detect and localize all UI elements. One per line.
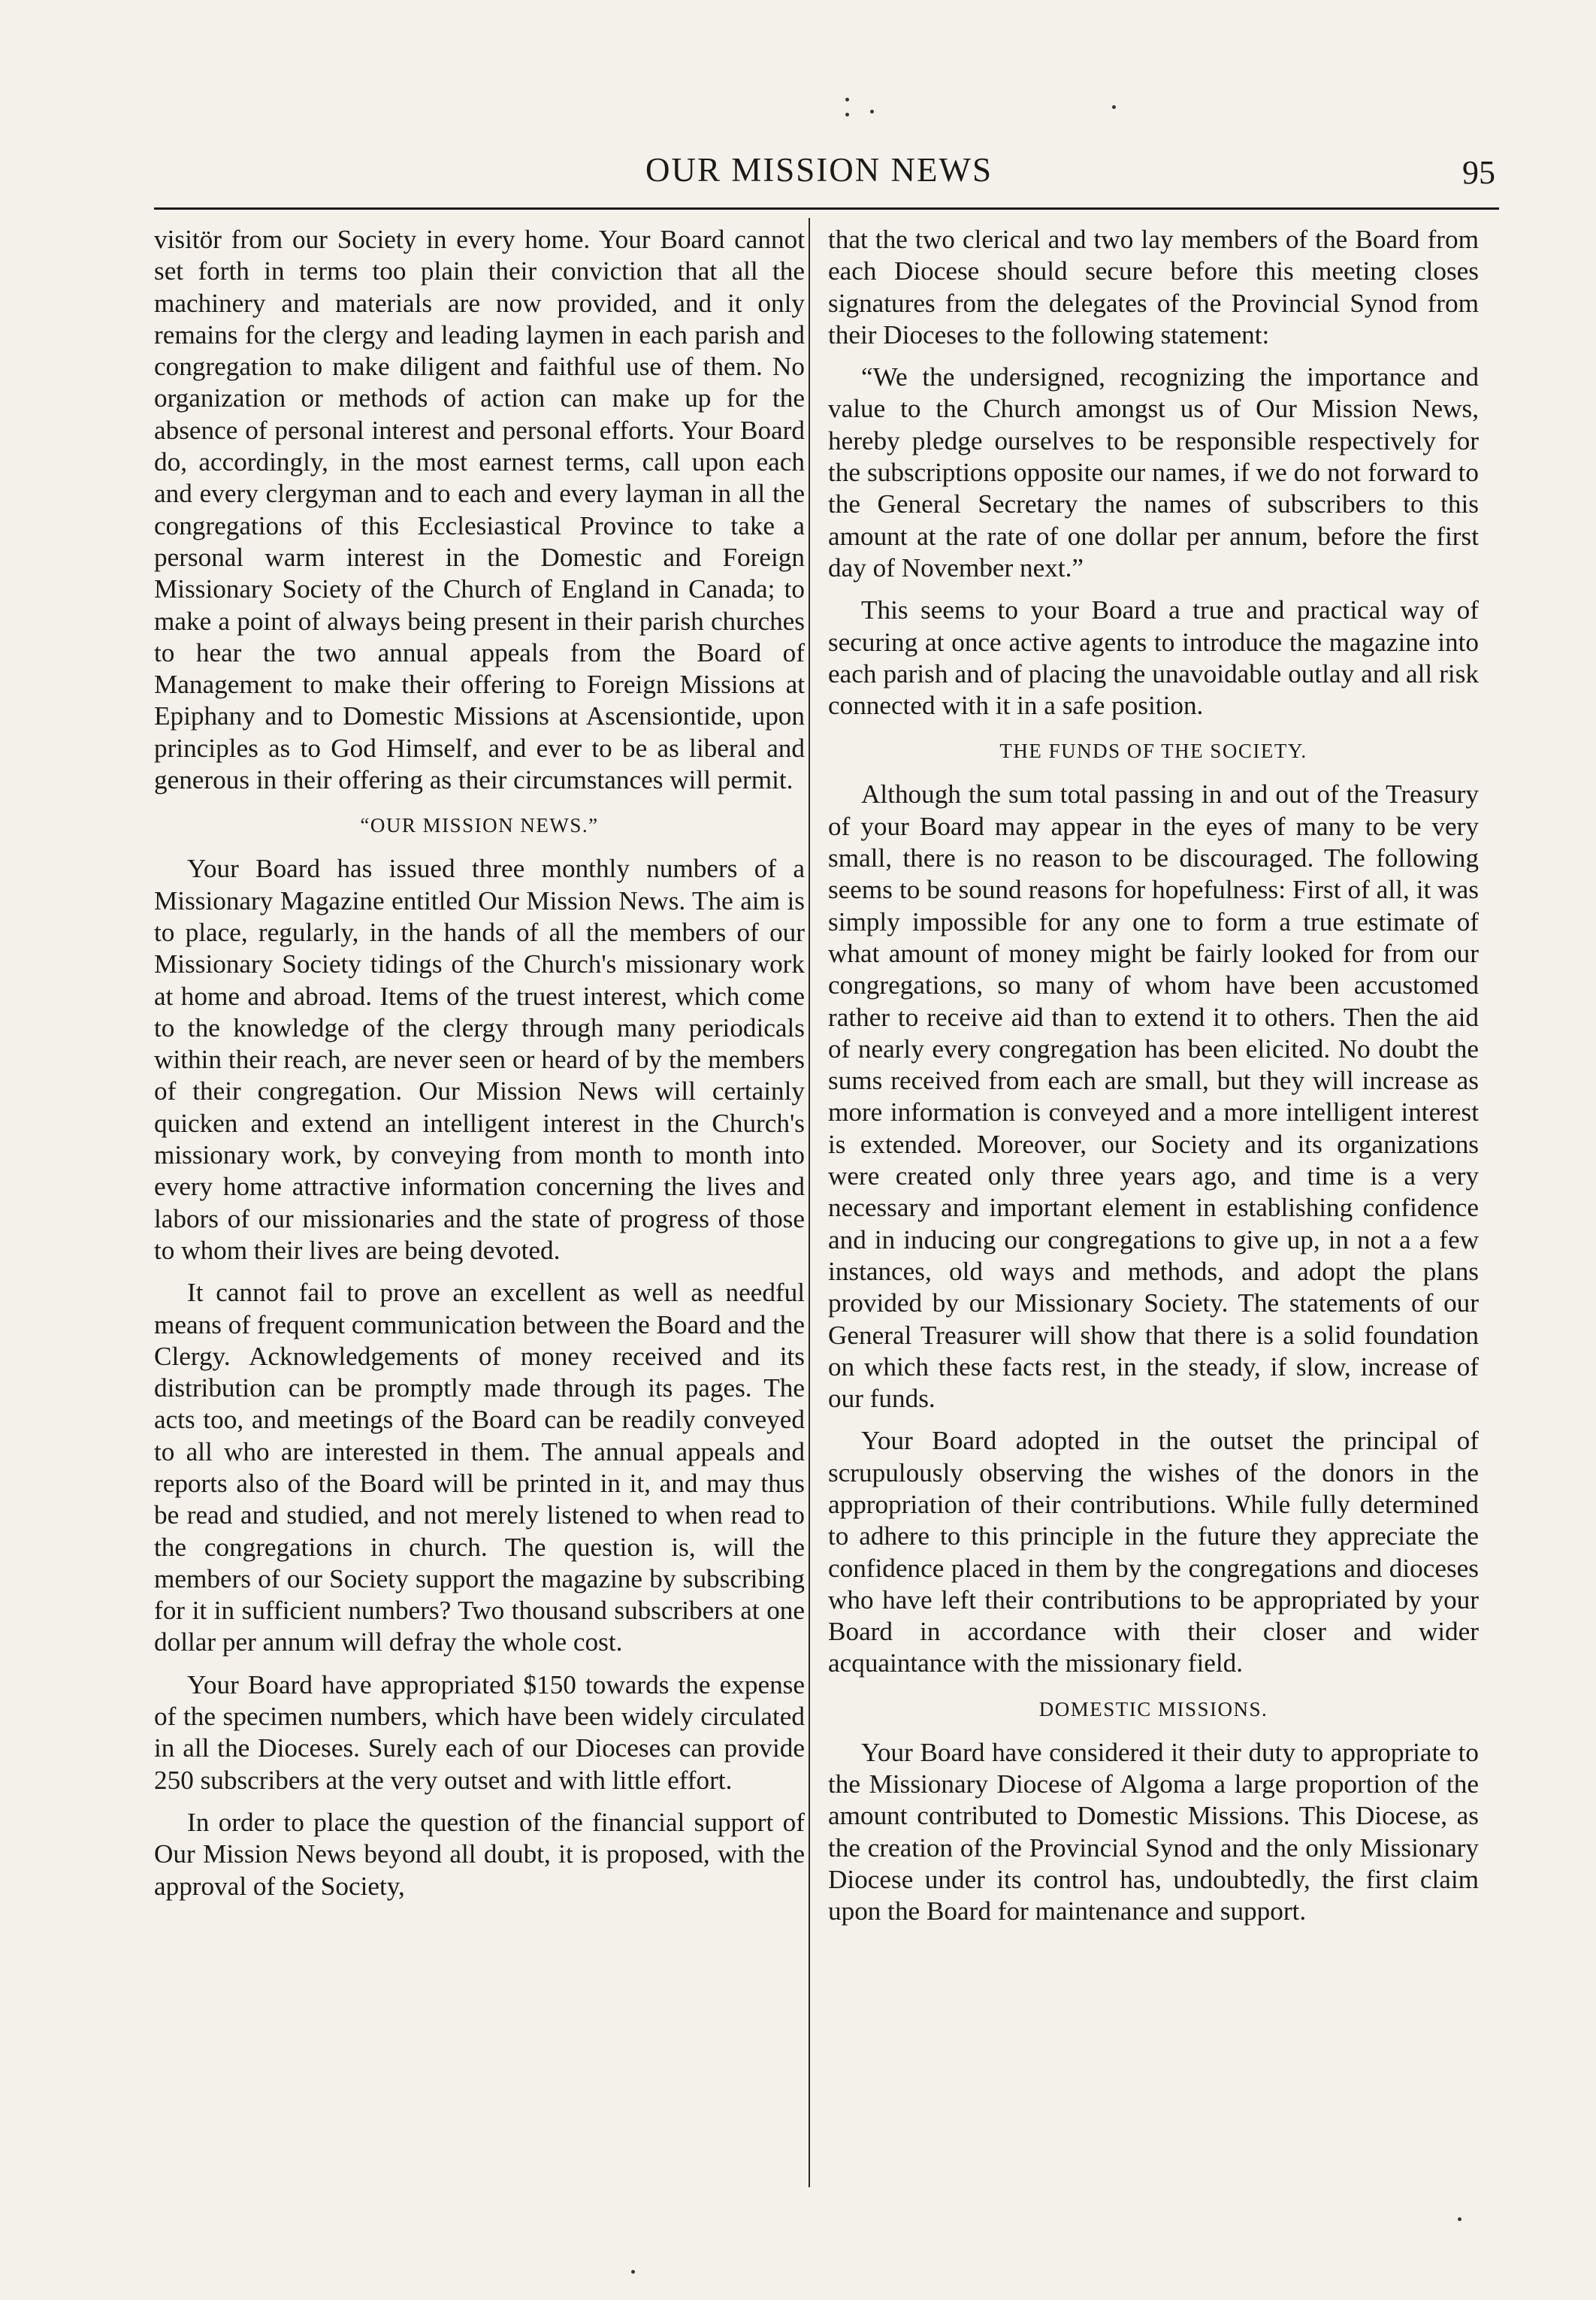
column-divider — [809, 218, 810, 2187]
page-number: 95 — [1462, 154, 1495, 191]
page-header — [143, 150, 1495, 203]
scan-speck — [845, 113, 849, 117]
scan-speck — [1458, 2217, 1461, 2221]
header-rule — [154, 207, 1499, 210]
right-column — [828, 224, 1479, 1938]
scan-speck — [631, 2270, 635, 2274]
paragraph: In order to place the question of the financial support of Our Mission News beyond all doubt, it is proposed, with the approval of the Society, — [154, 1807, 805, 1901]
scan-speck — [1112, 105, 1116, 109]
section-heading: THE FUNDS OF THE SOCIETY. — [999, 740, 1307, 763]
paragraph: Your Board has issued three monthly numbers of a Missionary Magazine entitled Our Mission News. The aim is to place, regularly, in the hands of all the members of our Missionary Society tidings of the Church's missionary work at home and abroad. Items of the truest interest, which come to the knowledge of the clergy through many periodicals within their reach, are never seen or heard of by the members of their congregation. Our Mission News will certainly quicken and extend an intelligent interest in the Church's missionary work, by conveying from month to month into every home attractive information concerning the lives and labors of our missionaries and the state of progress of those to whom their lives are being devoted. — [154, 854, 805, 1265]
section-heading: “OUR MISSION NEWS.” — [360, 814, 599, 837]
paragraph: Your Board have appropriated $150 towards the expense of the specimen numbers, which have been widely circulated in all the Dioceses. Surely each of our Dioceses can provide 250 subscribers at the very outset and with little effort. — [154, 1669, 805, 1795]
scan-speck — [845, 98, 849, 101]
paragraph: Your Board adopted in the outset the principal of scrupulously observing the wishes of the donors in the appropriation of their contributions. While fully determined to adhere to this principle in the future they appreciate the confidence placed in them by the congregations and dioceses who have left their contributions to be appropriated by your Board in accordance with their closer and wider acquaintance with the missionary field. — [828, 1426, 1479, 1678]
paragraph: “We the undersigned, recognizing the importance and value to the Church amongst us of Our Mission News, hereby pledge ourselves to be responsible respectively for the subscriptions opposite our names, if we do not forward to the General Secretary the names of subscribers to this amount at the rate of one dollar per annum, before the first day of November next.” — [828, 362, 1479, 583]
section-heading: DOMESTIC MISSIONS. — [1038, 1697, 1268, 1720]
left-column — [154, 224, 805, 1913]
paragraph: visitör from our Society in every home. Your Board cannot set forth in terms too plain their conviction that all the machinery and materials are now provided, and it only remains for the clergy and leading laymen in each parish and congregation to make diligent and faithful use of them. No organization or methods of action can make up for the absence of personal interest and personal efforts. Your Board do, accordingly, in the most earnest terms, call upon each and every clergyman and to each and every layman in all the congregations of this Ecclesiastical Province to take a personal warm interest in the Domestic and Foreign Missionary Society of the Church of England in Canada; to make a point of always being present in their parish churches to hear the two annual appeals from the Board of Management to make their offering to Foreign Missions at Epiphany and to Domestic Missions at Ascensiontide, upon principles as to God Himself, and ever to be as liberal and generous in their offering as their circumstances will permit. — [154, 225, 805, 795]
paragraph: Although the sum total passing in and out of the Treasury of your Board may appear in the eyes of many to be very small, there is no reason to be discouraged. The following seems to be sound reasons for hopefulness: First of all, it was simply impossible for any one to form a true estimate of what amount of money might be fairly looked for from our congregations, so many of whom have been accustomed rather to receive aid than to extend it to others. Then the aid of nearly every congregation has been elicited. No doubt the sums received from each are small, but they will increase as more information is conveyed and a more intelligent interest is extended. Moreover, our Society and its organizations were created only three years ago, and time is a very necessary and important element in establishing confidence and in inducing our congregations to give up, in not a a few instances, old ways and methods, and adopt the plans provided by our Missionary Society. The statements of our General Treasurer will show that there is a solid foundation on which these facts rest, in the steady, if slow, increase of our funds. — [828, 779, 1479, 1414]
paragraph: Your Board have considered it their duty to appropriate to the Missionary Diocese of Algoma a large proportion of the amount contributed to Domestic Missions. This Diocese, as the creation of the Provincial Synod and the only Missionary Diocese under its control has, undoubtedly, the first claim upon the Board for maintenance and support. — [828, 1737, 1479, 1926]
paragraph: that the two clerical and two lay members of the Board from each Diocese should secure before this meeting closes signatures from the delegates of the Provincial Synod from their Dioceses to the following statement: — [828, 225, 1479, 350]
running-title: OUR MISSION NEWS — [645, 151, 993, 189]
paragraph: This seems to your Board a true and practical way of securing at once active agents to introduce the magazine into each parish and of placing the unavoidable outlay and all risk connected with it in a safe position. — [828, 595, 1479, 721]
scan-speck — [870, 110, 874, 113]
paragraph: It cannot fail to prove an excellent as well as needful means of frequent communication between the Board and the Clergy. Acknowledgements of money received and its distribution can be promptly made through its pages. The acts too, and meetings of the Board can be readily conveyed to all who are interested in them. The annual appeals and reports also of the Board will be printed in it, and may thus be read and studied, and not merely listened to when read to the congregations in church. The question is, will the members of our Society support the magazine by subscribing for it in sufficient numbers? Two thousand subscribers at one dollar per annum will defray the whole cost. — [154, 1278, 805, 1657]
